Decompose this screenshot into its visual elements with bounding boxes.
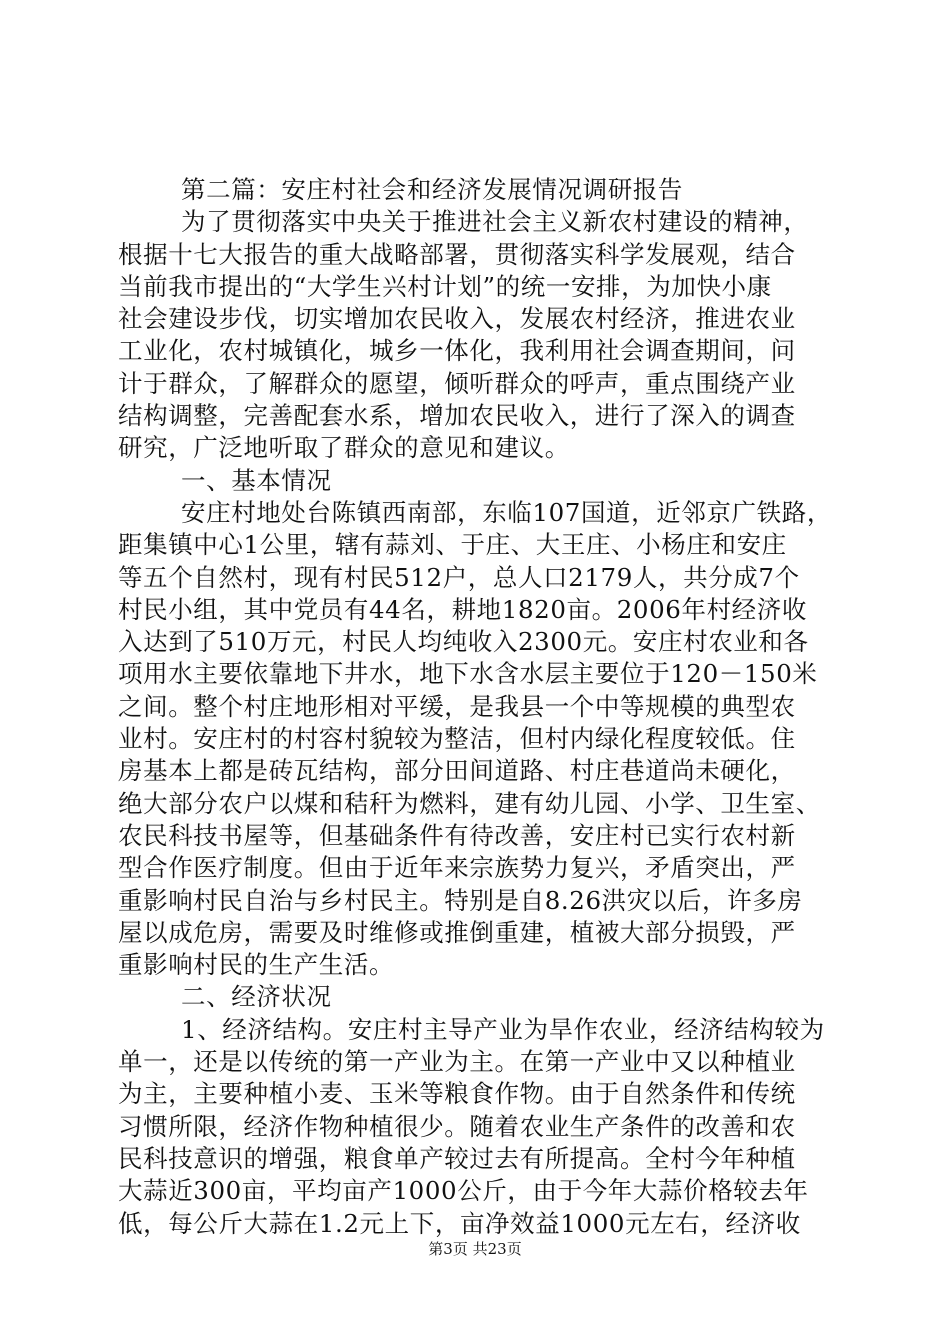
paragraph-line: 安庄村地处台陈镇西南部，东临107国道，近邻京广铁路， [181,497,832,527]
paragraph-line: 单一，还是以传统的第一产业为主。在第一产业中又以种植业 [118,1047,796,1077]
section-title: 第二篇：安庄村社会和经济发展情况调研报告 [181,175,683,204]
paragraph-line: 入达到了510万元，村民人均纯收入2300元。安庄村农业和各 [118,627,809,657]
document-body [118,174,832,1240]
heading-basic-situation: 一、基本情况 [181,465,332,495]
paragraph-line: 根据十七大报告的重大战略部署，贯彻落实科学发展观，结合 [118,239,796,269]
paragraph-line: 村民小组，其中党员有44名，耕地1820亩。2006年村经济收 [118,594,807,624]
paragraph-line: 1、经济结构。安庄村主导产业为旱作农业，经济结构较为 [181,1014,825,1044]
paragraph-line: 业村。安庄村的村容村貌较为整洁，但村内绿化程度较低。住 [118,724,796,754]
paragraph-line: 项用水主要依靠地下井水，地下水含水层主要位于120－150米 [118,659,818,689]
paragraph-line: 房基本上都是砖瓦结构，部分田间道路、村庄巷道尚未硬化， [118,756,796,786]
paragraph-line: 习惯所限，经济作物种植很少。随着农业生产条件的改善和农 [118,1111,796,1141]
paragraph-line: 大蒜近300亩，平均亩产1000公斤，由于今年大蒜价格较去年 [118,1176,809,1206]
paragraph-line: 为主，主要种植小麦、玉米等粮食作物。由于自然条件和传统 [118,1079,796,1109]
page-number-footer: 第3页 共23页 [428,1240,522,1258]
paragraph-line: 绝大部分农户以煤和秸秆为燃料，建有幼儿园、小学、卫生室、 [118,788,821,818]
paragraph-line: 社会建设步伐，切实增加农民收入，发展农村经济，推进农业 [118,304,796,334]
paragraph-line: 研究，广泛地听取了群众的意见和建议。 [118,433,570,463]
paragraph-line: 结构调整，完善配套水系，增加农民收入，进行了深入的调查 [118,401,796,431]
paragraph-line: 低，每公斤大蒜在1.2元上下，亩净效益1000元左右，经济收 [118,1208,801,1238]
paragraph-line: 型合作医疗制度。但由于近年来宗族势力复兴，矛盾突出，严 [118,853,796,883]
paragraph-line: 工业化，农村城镇化，城乡一体化，我利用社会调查期间，问 [118,336,796,366]
paragraph-line: 民科技意识的增强，粮食单产较过去有所提高。全村今年种植 [118,1143,796,1173]
paragraph-line: 农民科技书屋等，但基础条件有待改善，安庄村已实行农村新 [118,820,796,850]
paragraph-line: 当前我市提出的“大学生兴村计划”的统一安排，为加快小康 [118,271,772,301]
heading-economic-situation: 二、经济状况 [181,982,332,1012]
paragraph-line: 重影响村民的生产生活。 [118,950,395,980]
paragraph-line: 之间。整个村庄地形相对平缓，是我县一个中等规模的典型农 [118,691,796,721]
paragraph-line: 重影响村民自治与乡村民主。特别是自8.26洪灾以后，许多房 [118,885,803,915]
paragraph-line: 距集镇中心1公里，辖有蒜刘、于庄、大王庄、小杨庄和安庄 [118,530,787,560]
paragraph-line: 等五个自然村，现有村民512户，总人口2179人，共分成7个 [118,562,800,592]
paragraph-line: 计于群众，了解群众的愿望，倾听群众的呼声，重点围绕产业 [118,368,796,398]
paragraph-line: 为了贯彻落实中央关于推进社会主义新农村建设的精神， [181,207,809,237]
paragraph-line: 屋以成危房，需要及时维修或推倒重建，植被大部分损毁，严 [118,917,796,947]
